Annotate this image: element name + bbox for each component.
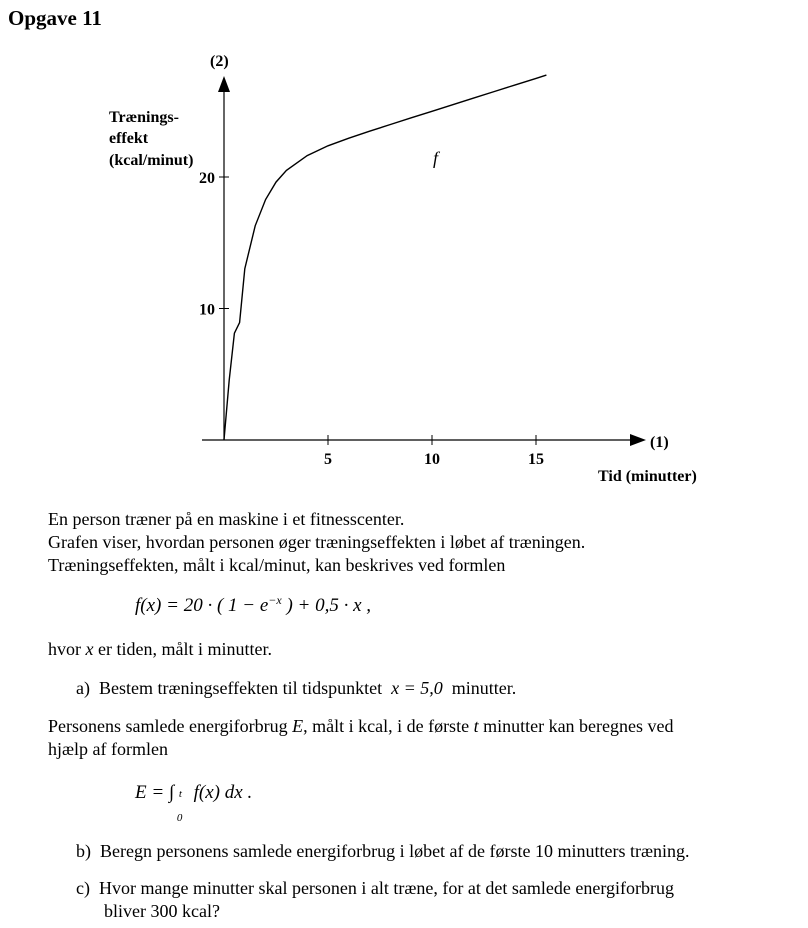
- question-a-tail: minutter.: [451, 678, 517, 698]
- x-axis-marker: (1): [650, 434, 669, 451]
- energy-text-c: minutter kan beregnes ved: [478, 716, 674, 736]
- series-label-f: f: [433, 148, 439, 168]
- energy-var-t: t: [473, 716, 479, 736]
- question-c: [76, 877, 674, 900]
- question-c-line-2: bliver 300 kcal?: [104, 901, 220, 921]
- integral-lower-limit: 0: [176, 812, 183, 824]
- y-tick-label-20: 20: [199, 170, 215, 187]
- integral-upper-limit: t: [178, 788, 182, 800]
- paragraph-variable: [48, 638, 272, 661]
- formula-E-left: E = ∫: [135, 782, 175, 803]
- paragraph-variable-x: x: [85, 639, 94, 659]
- x-tick-label-10: 10: [424, 451, 440, 468]
- formula-f-left: f(x) = 20 · ( 1 − e: [135, 595, 269, 616]
- question-a-math: x = 5,0: [391, 678, 443, 698]
- formula-f-exponent: −x: [268, 593, 282, 607]
- y-axis-label-line-3: (kcal/minut): [109, 152, 194, 169]
- task-title: Opgave 11: [8, 6, 102, 30]
- question-b-label: b): [76, 841, 91, 861]
- question-b-text: Beregn personens samlede energiforbrug i løbet af de første 10 minutters træning.: [100, 841, 690, 861]
- question-c-text-line-1: Hvor mange minutter skal personen i alt træne, for at det samlede energiforbrug: [98, 878, 674, 898]
- y-axis-marker: (2): [210, 53, 229, 70]
- y-axis-arrowhead: [218, 76, 230, 92]
- x-tick-label-15: 15: [528, 451, 544, 468]
- energy-text-b: , målt i kcal, i de første: [303, 716, 474, 736]
- paragraph-variable-text-b: er tiden, målt i minutter.: [93, 639, 272, 659]
- paragraph-variable-text-a: hvor: [48, 639, 86, 659]
- energy-text-a: Personens samlede energiforbrug: [48, 716, 293, 736]
- x-axis-label: Tid (minutter): [598, 468, 697, 485]
- question-a-text: Bestem træningseffekten til tidspunktet: [98, 678, 383, 698]
- y-axis-label-line-1: Trænings-: [109, 109, 179, 126]
- paragraph-energy-line-1: [48, 715, 674, 738]
- x-axis-arrowhead: [630, 434, 646, 446]
- formula-E-right: f(x) dx .: [193, 782, 253, 803]
- energy-var-E: E: [292, 716, 304, 736]
- question-a: [76, 677, 516, 700]
- question-b: [76, 840, 690, 863]
- y-tick-label-10: 10: [199, 301, 215, 319]
- formula-f: [135, 593, 371, 617]
- paragraph-graph: Grafen viser, hvordan personen øger træningseffekten i løbet af træningen.: [48, 532, 586, 552]
- formula-E: [135, 782, 253, 824]
- paragraph-intro: En person træner på en maskine i et fitnesscenter.: [48, 509, 405, 529]
- question-c-label: c): [76, 878, 90, 898]
- question-a-label: a): [76, 678, 90, 698]
- paragraph-energy-line-2: hjælp af formlen: [48, 739, 168, 759]
- paragraph-formula-intro: Træningseffekten, målt i kcal/minut, kan beskrives ved formlen: [48, 555, 506, 575]
- function-curve-f: [224, 75, 546, 440]
- y-axis-label-line-2: effekt: [109, 130, 149, 147]
- formula-f-right: ) + 0,5 · x ,: [281, 595, 372, 616]
- x-tick-label-5: 5: [324, 451, 332, 468]
